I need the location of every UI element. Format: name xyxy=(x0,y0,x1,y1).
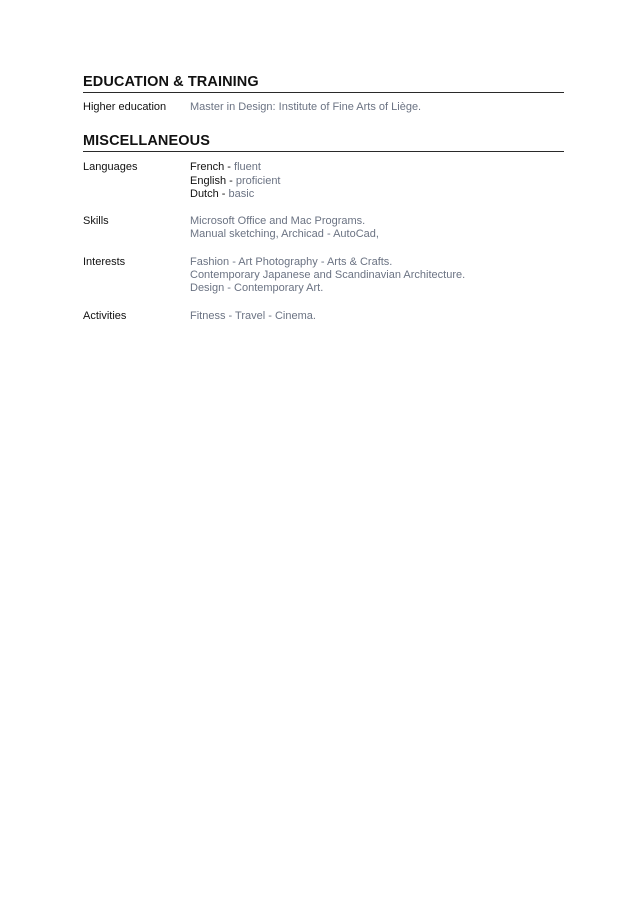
languages-label: Languages xyxy=(83,161,138,174)
activities-line: Fitness - Travel - Cinema. xyxy=(190,309,316,322)
misc-section xyxy=(83,133,564,323)
interests-label: Interests xyxy=(83,255,126,268)
interests-values xyxy=(190,256,564,296)
language-name: Dutch - xyxy=(190,187,226,200)
language-name: English - xyxy=(190,174,233,187)
activities-row xyxy=(83,310,564,323)
language-item xyxy=(190,175,564,188)
higher-education-value: Master in Design: Institute of Fine Arts of Liège. xyxy=(190,101,422,113)
skills-row xyxy=(83,215,564,242)
activities-label: Activities xyxy=(83,309,127,322)
language-item xyxy=(190,188,564,201)
activities-values xyxy=(190,310,564,323)
education-heading: EDUCATION & TRAINING xyxy=(83,74,564,93)
language-level: proficient xyxy=(235,174,281,187)
language-level: fluent xyxy=(234,161,261,174)
misc-rows xyxy=(83,152,564,323)
interests-row xyxy=(83,256,564,296)
interests-line: Design - Contemporary Art. xyxy=(190,282,324,295)
higher-education-label: Higher education xyxy=(83,101,167,113)
skills-label: Skills xyxy=(83,215,109,228)
education-section xyxy=(83,74,564,114)
language-item xyxy=(190,161,564,174)
higher-education-values xyxy=(190,101,564,114)
language-name: French - xyxy=(190,161,231,174)
education-rows xyxy=(83,93,564,114)
education-row-higher xyxy=(83,101,564,114)
cv-page xyxy=(83,74,564,323)
languages-values xyxy=(190,161,564,201)
languages-row xyxy=(83,161,564,201)
interests-line: Contemporary Japanese and Scandinavian Architecture. xyxy=(190,269,466,282)
skills-values xyxy=(190,215,564,242)
interests-line: Fashion - Art Photography - Arts & Crafts. xyxy=(190,255,393,268)
skills-line: Microsoft Office and Mac Programs. xyxy=(190,215,366,228)
language-level: basic xyxy=(228,187,255,200)
skills-line: Manual sketching, Archicad - AutoCad, xyxy=(190,228,379,241)
misc-heading: MISCELLANEOUS xyxy=(83,133,564,152)
